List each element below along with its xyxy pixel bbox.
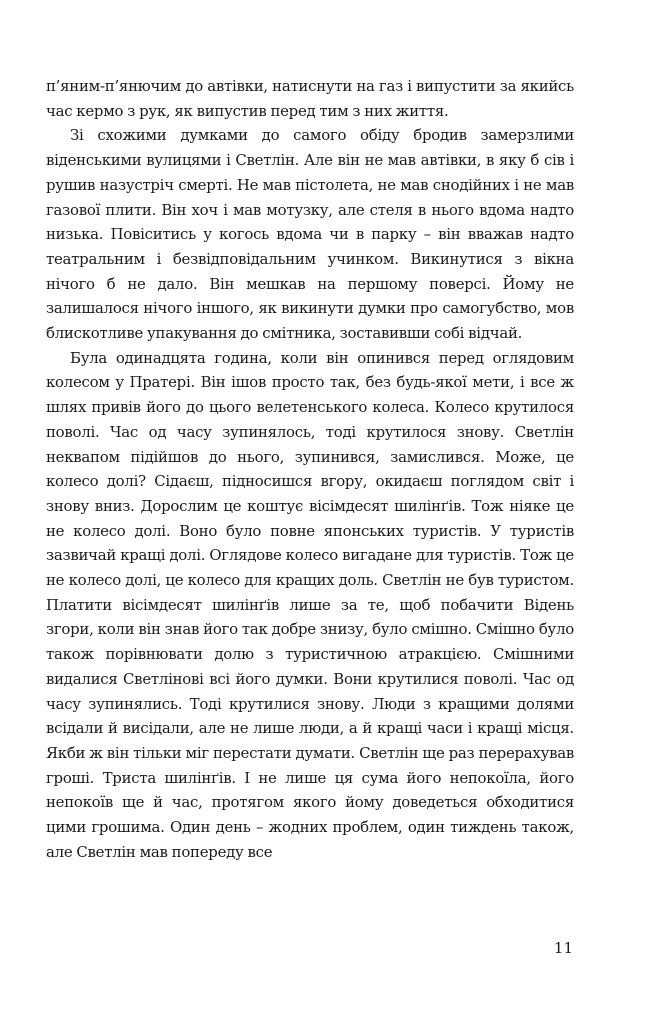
paragraph: Була одинадцята година, коли він опинився перед оглядовим колесом у Пратері. Він ішов просто так, без будь-якої мети, і все ж шлях привів його до цього велетенського колеса. Колесо крутилося поволі. Час од часу зупинялось, тоді крутилося знову. Светлін неквапом підійшов до нього, зупинився, замислився. Може, це колесо долі? Сідаєш, підносишся вгору, окидаєш поглядом світ і знову вниз. Дорослим це коштує вісімдесят шилінґів. Тож ніяке це не колесо долі. Воно було повне японських туристів. У туристів зазвичай кращі долі. Оглядове колесо вигадане для туристів. Тож це не колесо долі, це колесо для кращих доль. Светлін не був туристом. Платити вісімдесят шилінґів лише за те, щоб побачити Відень згори, коли він знав його так добре знизу, було смішно. Смішно було також порівнювати долю з туристичною атракцією. Смішними видалися Светлінові всі його думки. Вони крутилися поволі. Час од часу зупинялись. Тоді крутилися знову. Люди з кращими долями всідали й висідали, але не лише люди, а й кращі часи і кращі місця. Якби ж він тільки міг перестати думати. Светлін ще раз перерахував гроші. Триста шилінґів. І не лише ця сума його непокоїла, його непокоїв ще й час, протягом якого йому доведеться обходитися цими грошима. Один день – жодних проблем, один тиждень також, але Светлін мав попереду все	[46, 348, 574, 861]
page-number: 11	[553, 939, 573, 957]
body-text	[46, 74, 574, 865]
paragraph: Зі схожими думками до самого обіду бродив замерзлими віденськими вулицями і Светлін. Але він не мав автівки, в яку б сів і рушив назустріч смерті. Не мав пістолета, не мав снодійних і не мав газової плити. Він хоч і мав мотузку, але стеля в нього вдома надто низька. Повіситись у когось вдома чи в парку – він вважав надто театральним і безвідповідальним учинком. Викинутися з вікна нічого б не дало. Він мешкав на першому поверсі. Йому не залишалося нічого іншого, як викинути думки про самогубство, мов блискотливе упакування до смітника, зоставивши собі відчай.	[46, 126, 574, 343]
paragraph-continuation: п’яним-п’янючим до автівки, натиснути на газ і випустити за якийсь час кермо з рук, як випустив перед тим з них життя.	[46, 77, 574, 120]
